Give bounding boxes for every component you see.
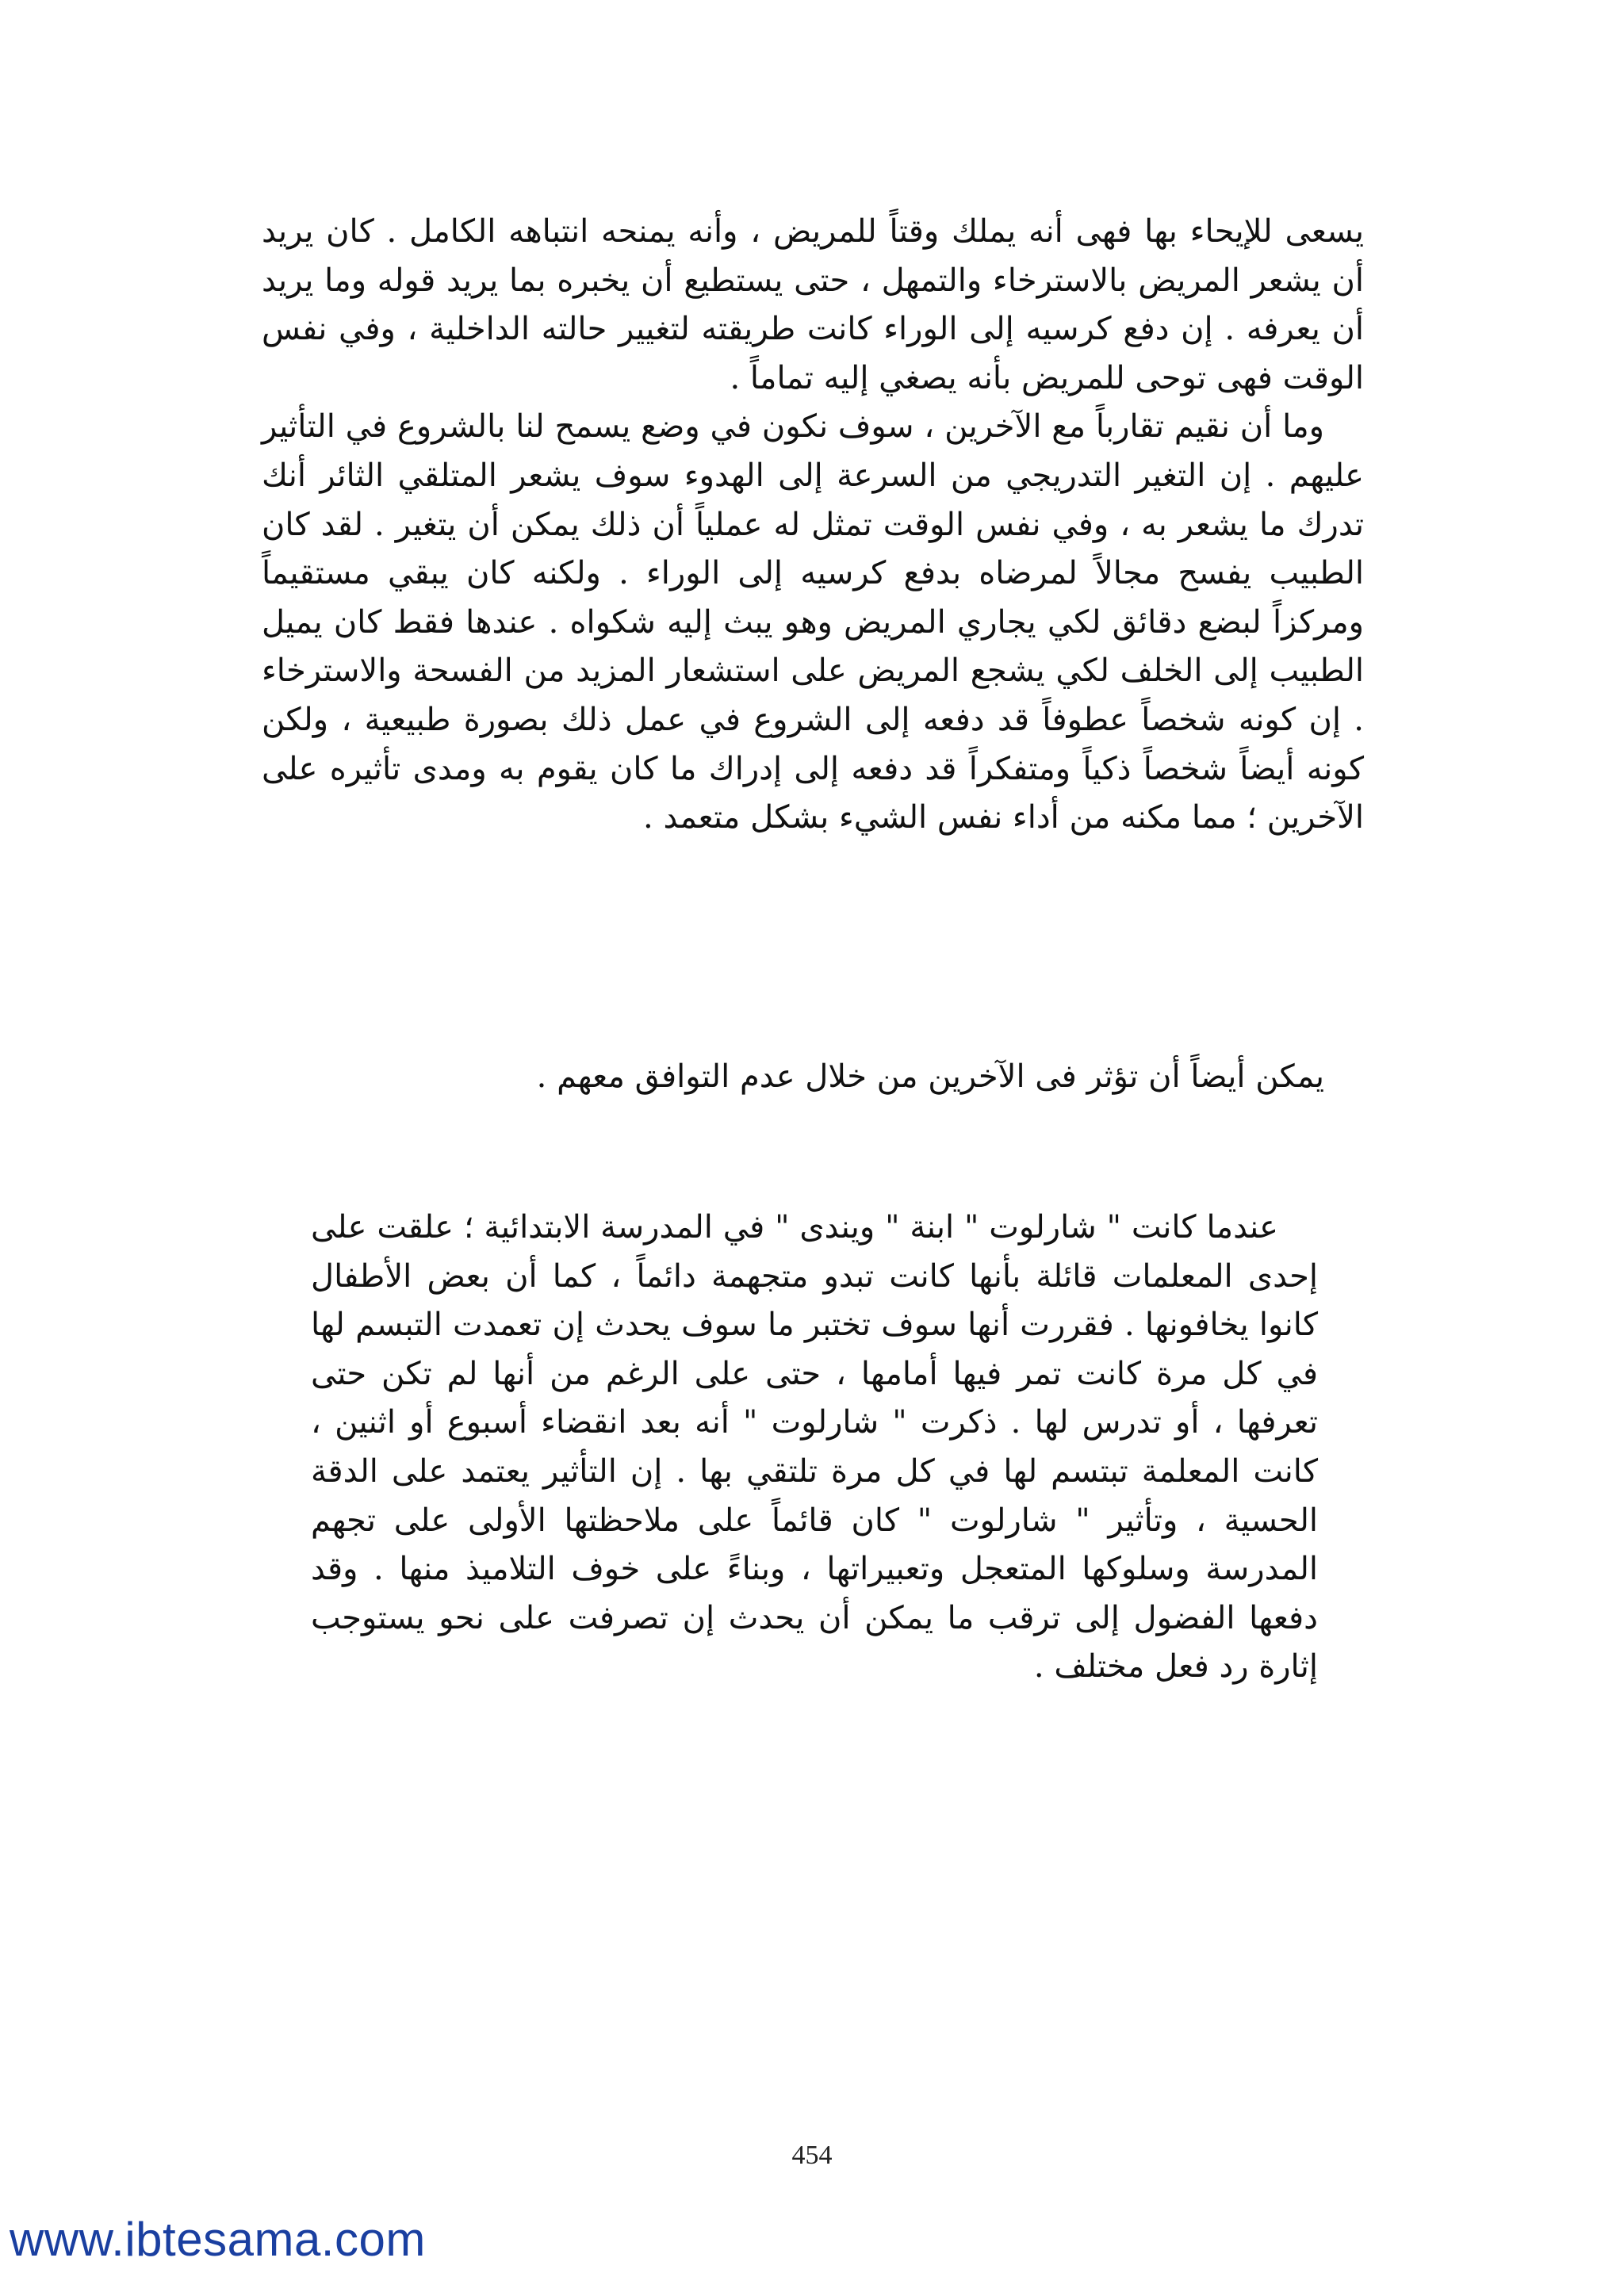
paragraph-3: يمكن أيضاً أن تؤثر فى الآخرين من خلال عدم التوافق معهم .: [536, 1058, 1324, 1095]
example-paragraph: عندما كانت " شارلوت " ابنة " ويندى " في المدرسة الابتدائية ؛ علقت على إحدى المعلمات قائلة بأنها كانت تبدو متجهمة دائماً ، كما أن بعض الأطفال كانوا يخافونها . فقررت أنها سوف تختبر ما سوف يحدث إن تعمدت التبسم لها في كل مرة كانت تمر فيها أمامها ، حتى على الرغم من أنها لم تكن حتى تعرفها ، أو تدرس لها . ذكرت " شارلوت " أنه بعد انقضاء أسبوع أو اثنين ، كانت المعلمة تبتسم لها في كل مرة تلتقي بها . إن التأثير يعتمد على الدقة الحسية ، وتأثير " شارلوت " كان قائماً على ملاحظتها الأولى على تجهم المدرسة وسلوكها المتعجل وتعبيراتها ، وبناءً على خوف التلاميذ منها . وقد دفعها الفضول إلى ترقب ما يمكن أن يحدث إن تصرفت على نحو يستوجب إثارة رد فعل مختلف .: [311, 1209, 1318, 1686]
example-block: [311, 1203, 1318, 1692]
watermark-url: www.ibtesama.com: [10, 2213, 426, 2266]
page-number: 454: [791, 2141, 833, 2170]
paragraph-1: يسعى للإيحاء بها فهى أنه يملك وقتاً للمريض ، وأنه يمنحه انتباهه الكامل . كان يريد أن يشعر المريض بالاسترخاء والتمهل ، حتى يستطيع أن يخبره بما يريد قوله وما يريد أن يعرفه . إن دفع كرسيه إلى الوراء كانت طريقته لتغيير حالته الداخلية ، وفي نفس الوقت فهى توحى للمريض بأنه يصغي إليه تماماً .: [262, 213, 1365, 396]
paragraph-2: وما أن نقيم تقارباً مع الآخرين ، سوف نكون في وضع يسمح لنا بالشروع في التأثير عليهم . إن التغير التدريجي من السرعة إلى الهدوء سوف يشعر المتلقي الثائر أنك تدرك ما يشعر به ، وفي نفس الوقت تمثل له عملياً أن ذلك يمكن أن يتغير . لقد كان الطبيب يفسح مجالاً لمرضاه بدفع كرسيه إلى الوراء . ولكنه كان يبقي مستقيماً ومركزاً لبضع دقائق لكي يجاري المريض وهو يبث إليه شكواه . عندها فقط كان يميل الطبيب إلى الخلف لكي يشجع المريض على استشعار المزيد من الفسحة والاسترخاء . إن كونه شخصاً عطوفاً قد دفعه إلى الشروع في عمل ذلك بصورة طبيعية ، ولكن كونه أيضاً شخصاً ذكياً ومتفكراً قد دفعه إلى إدراك ما كان يقوم به ومدى تأثيره على الآخرين ؛ مما مكنه من أداء نفس الشيء بشكل متعمد .: [262, 408, 1364, 836]
main-text-block: [262, 208, 1364, 843]
